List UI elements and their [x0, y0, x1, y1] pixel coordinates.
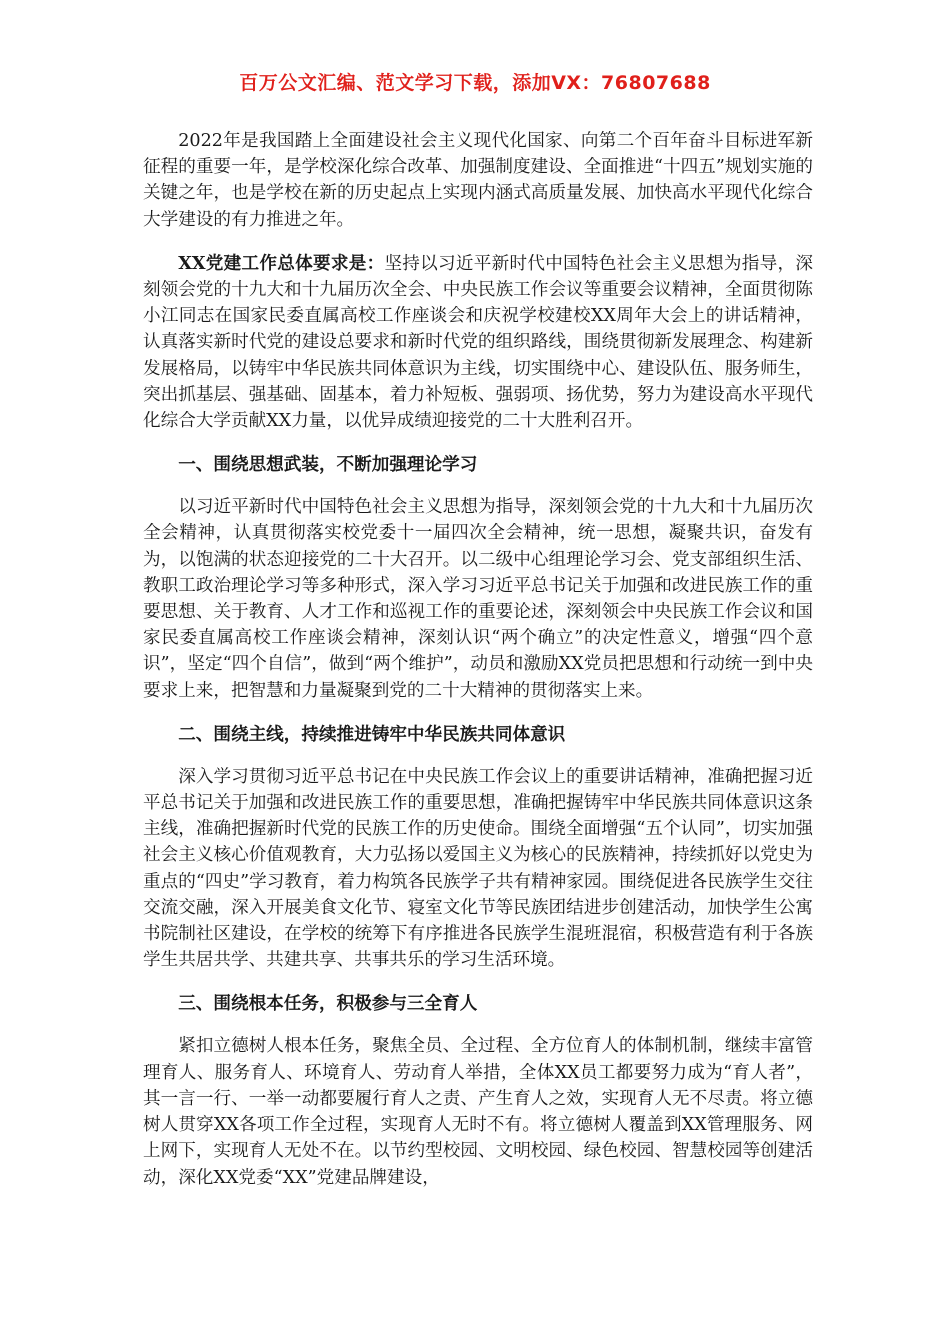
- section-paragraph-3: 紧扣立德树人根本任务，聚焦全员、全过程、全方位育人的体制机制，继续丰富管理育人、服务育人、环境育人、劳动育人举措，全体XX员工都要努力成为“育人者”，其一言一行、一举一动都要履行育人之责、产生育人之效，实现育人无不尽责。将立德树人贯穿XX各项工作全过程，实现育人无时不有。将立德树人覆盖到XX管理服务、网上网下，实现育人无处不在。以节约型校园、文明校园、绿色校园、智慧校园等创建活动，深化XX党委“XX”党建品牌建设，: [143, 1036, 813, 1188]
- section-paragraph-1: 以习近平新时代中国特色社会主义思想为指导，深刻领会党的十九大和十九届历次全会精神，认真贯彻落实校党委十一届四次全会精神，统一思想，凝聚共识，奋发有为，以饱满的状态迎接党的二十大召开。以二级中心组理论学习会、党支部组织生活、教职工政治理论学习等多种形式，深入学习习近平总书记关于加强和改进民族工作的重要思想、关于教育、人才工作和巡视工作的重要论述，深刻领会中央民族工作会议和国家民委直属高校工作座谈会精神，深刻认识“两个确立”的决定性意义，增强“四个意识”，坚定“四个自信”，做到“两个维护”，动员和激励XX党员把思想和行动统一到中央要求上来，把智慧和力量凝聚到党的二十大精神的贯彻落实上来。: [143, 497, 813, 701]
- section-paragraph-2: 深入学习贯彻习近平总书记在中央民族工作会议上的重要讲话精神，准确把握习近平总书记关于加强和改进民族工作的重要思想，准确把握铸牢中华民族共同体意识这条主线，准确把握新时代党的民族工作的历史使命。围绕全面增强“五个认同”，切实加强社会主义核心价值观教育，大力弘扬以爱国主义为核心的民族精神，持续抓好以党史为重点的“四史”学习教育，着力构筑各民族学子共有精神家园。围绕促进各民族学生交往交流交融，深入开展美食文化节、寝室文化节等民族团结进步创建活动，加快学生公寓书院制社区建设，在学校的统筹下有序推进各民族学生混班混宿，积极营造有利于各族学生共居共学、共建共享、共事共乐的学习生活环境。: [143, 766, 813, 971]
- document-body: [143, 128, 813, 1209]
- section-heading-2: 二、围绕主线，持续推进铸牢中华民族共同体意识: [178, 724, 566, 745]
- requirements-lead: XX党建工作总体要求是：: [178, 252, 385, 274]
- requirements-text: 坚持以习近平新时代中国特色社会主义思想为指导，深刻领会党的十九大和十九届历次全会、中央民族工作会议等重要会议精神，全面贯彻陈小江同志在国家民委直属高校工作座谈会和庆祝学校建校XX周年大会上的讲话精神，认真落实新时代党的建设总要求和新时代党的组织路线，围绕贯彻新发展理念、构建新发展格局，以铸牢中华民族共同体意识为主线，切实围绕中心、建设队伍、服务师生，突出抓基层、强基础、固基本，着力补短板、强弱项、扬优势，努力为建设高水平现代化综合大学贡献XX力量，以优异成绩迎接党的二十大胜利召开。: [143, 253, 813, 432]
- requirements-paragraph: [143, 251, 813, 434]
- intro-paragraph: 2022年是我国踏上全面建设社会主义现代化国家、向第二个百年奋斗目标进军新征程的重要一年，是学校深化综合改革、加强制度建设、全面推进“十四五”规划实施的关键之年，也是学校在新的历史起点上实现内涵式高质量发展、加快高水平现代化综合大学建设的有力推进之年。: [143, 131, 813, 230]
- watermark-header: 百万公文汇编、范文学习下载，添加VX：76807688: [239, 72, 711, 94]
- section-heading-3: 三、围绕根本任务，积极参与三全育人: [178, 994, 478, 1015]
- section-heading-1: 一、围绕思想武装，不断加强理论学习: [178, 455, 478, 476]
